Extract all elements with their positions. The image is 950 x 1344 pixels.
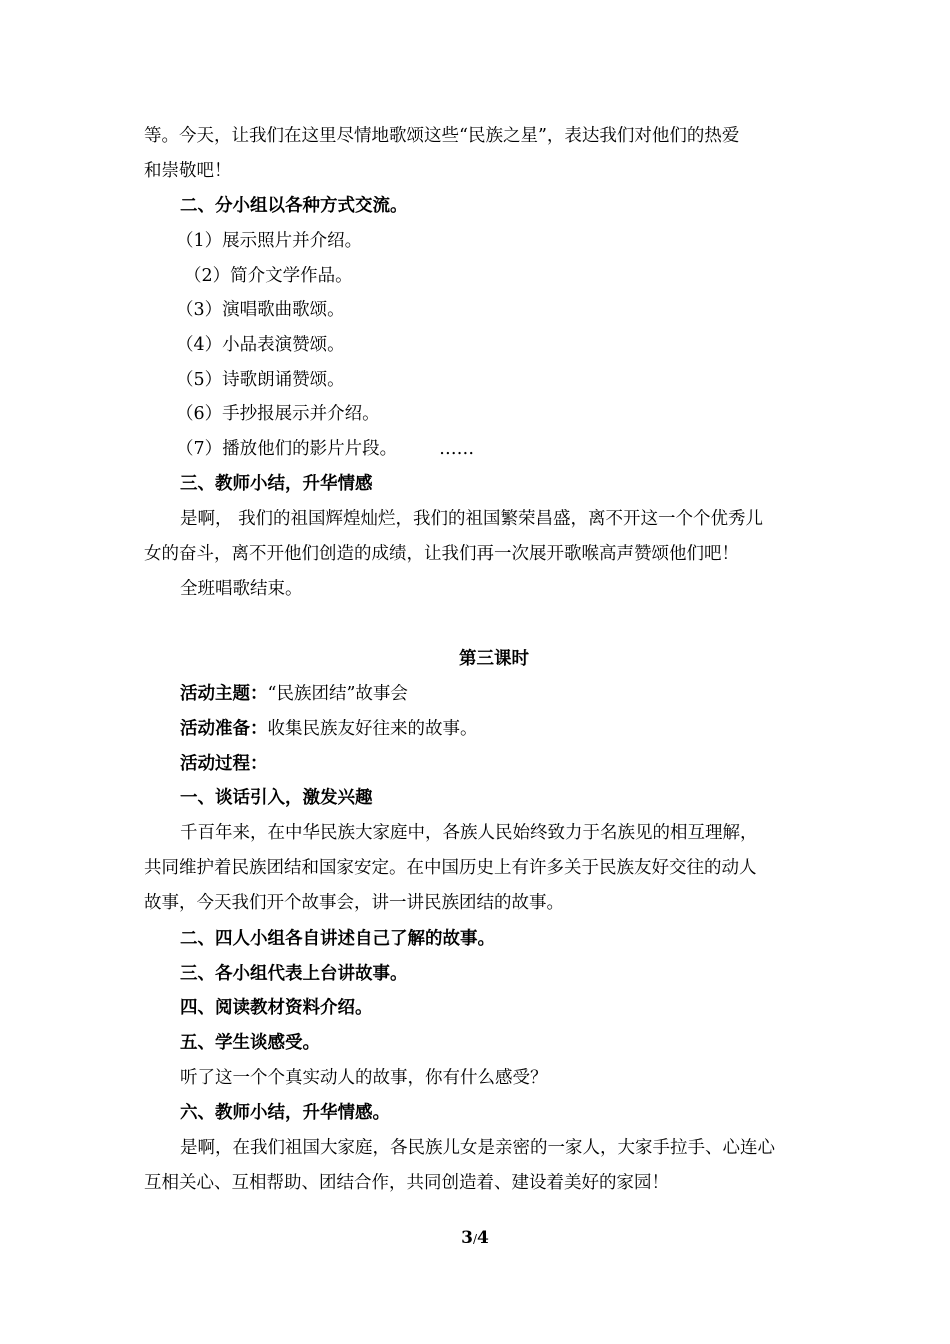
page-current: 3 (461, 1228, 473, 1248)
step-3-heading: 三、各小组代表上台讲故事。 (180, 964, 408, 984)
ellipsis: …… (439, 439, 475, 459)
step-2-heading: 二、四人小组各自讲述自己了解的故事。 (180, 929, 495, 949)
page-total: 4 (477, 1228, 489, 1248)
step-1-line-1: 千百年来，在中华民族大家庭中，各族人民始终致力于名族见的相互理解， (180, 823, 758, 843)
step-1-line-2: 共同维护着民族团结和国家安定。在中国历史上有许多关于民族友好交往的动人 (144, 858, 757, 878)
step-1-heading: 一、谈话引入，激发兴趣 (180, 788, 373, 808)
list-item: （5）诗歌朗诵赞颂。 (176, 370, 345, 390)
step-6-heading: 六、教师小结，升华情感。 (180, 1103, 390, 1123)
list-item: （6）手抄报展示并介绍。 (176, 404, 380, 424)
closing-line: 全班唱歌结束。 (180, 579, 303, 599)
step-5-text: 听了这一个个真实动人的故事，你有什么感受？ (180, 1068, 548, 1088)
list-item-text: （7）播放他们的影片片段。 (176, 439, 398, 459)
intro-line-2: 和崇敬吧！ (144, 161, 232, 181)
section-heading-3: 三、教师小结，升华情感 (180, 474, 373, 494)
list-item: （4）小品表演赞颂。 (176, 335, 345, 355)
activity-theme (180, 680, 408, 708)
step-1-line-3: 故事，今天我们开个故事会，讲一讲民族团结的故事。 (144, 893, 564, 913)
step-5-heading: 五、学生谈感受。 (180, 1033, 320, 1053)
prep-value: 收集民族友好往来的故事。 (267, 719, 478, 739)
step-6-line-2: 互相关心、互相帮助、团结合作，共同创造着、建设着美好的家园！ (144, 1173, 669, 1193)
prep-label: 活动准备： (180, 719, 268, 739)
page-separator: / (472, 1232, 478, 1246)
summary-line-2: 女的奋斗，离不开他们创造的成绩，让我们再一次展开歌喉高声赞颂他们吧！ (144, 544, 739, 564)
section-heading-2: 二、分小组以各种方式交流。 (180, 196, 408, 216)
theme-value: “民族团结”故事会 (267, 684, 408, 704)
activity-prep (180, 715, 478, 743)
lesson-title: 第三课时 (459, 649, 529, 669)
intro-line-1: 等。今天，让我们在这里尽情地歌颂这些“民族之星”，表达我们对他们的热爱 (144, 126, 740, 146)
list-item: （1）展示照片并介绍。 (176, 231, 363, 251)
list-item: （3）演唱歌曲歌颂。 (176, 300, 345, 320)
list-item: （2）简介文学作品。 (184, 266, 353, 286)
process-label: 活动过程： (180, 754, 268, 774)
list-item-last (176, 435, 474, 463)
theme-label: 活动主题： (180, 684, 268, 704)
page-number (0, 1226, 950, 1251)
summary-line-1: 是啊， 我们的祖国辉煌灿烂，我们的祖国繁荣昌盛，离不开这一个个优秀儿 (180, 509, 764, 529)
step-6-line-1: 是啊，在我们祖国大家庭，各民族儿女是亲密的一家人，大家手拉手、心连心 (180, 1138, 775, 1158)
step-4-heading: 四、阅读教材资料介绍。 (180, 998, 373, 1018)
